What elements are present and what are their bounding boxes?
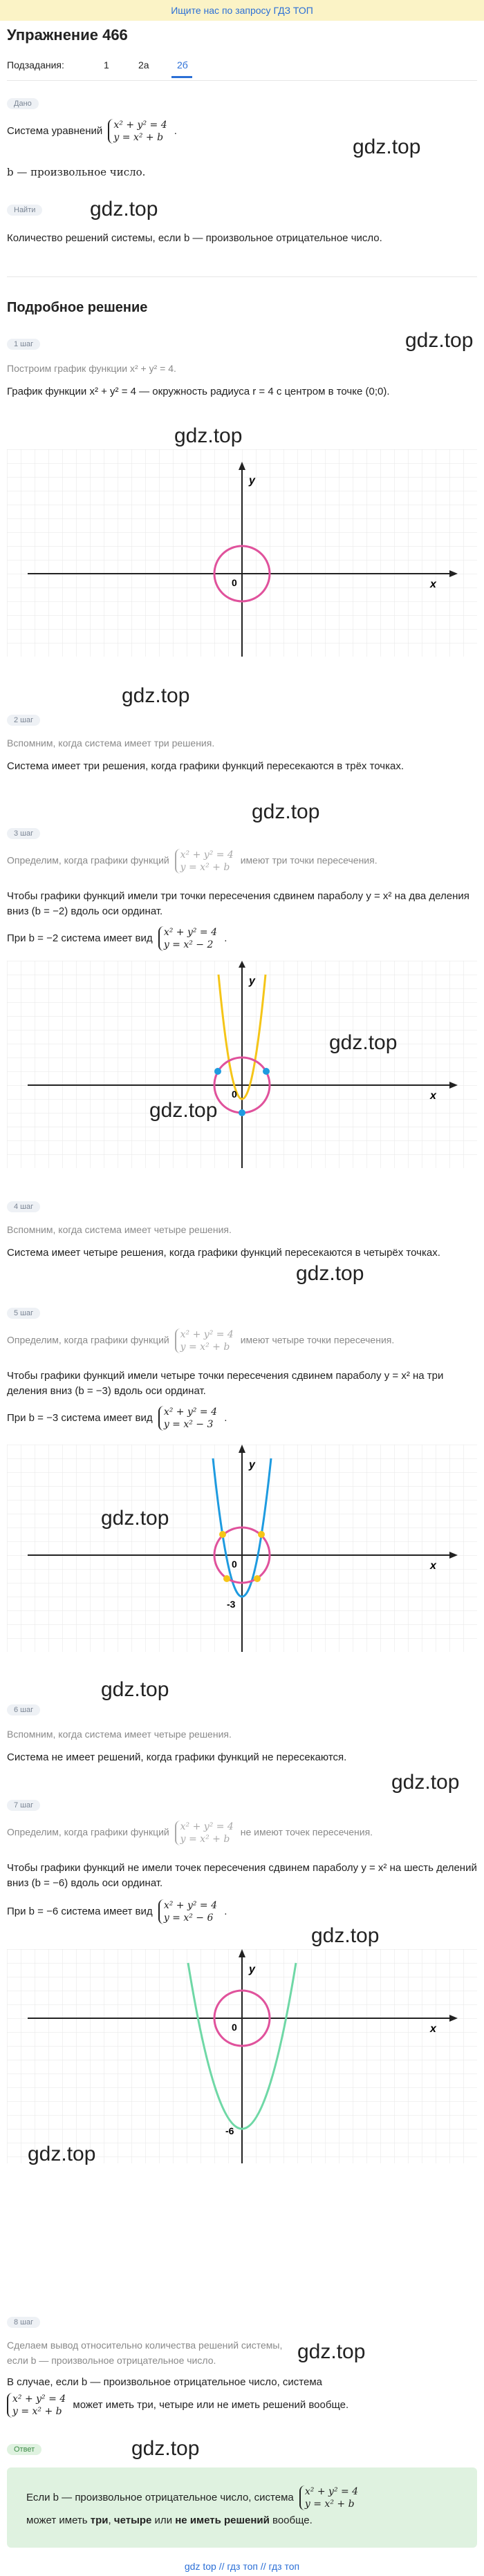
watermark: gdz.top: [131, 2437, 200, 2460]
intersection-point: [223, 1575, 230, 1582]
divider: [7, 80, 477, 81]
step-7-eq2: y = x² − 6: [163, 1912, 214, 1924]
x-axis-label: x: [430, 1560, 436, 1572]
step-7-text: Чтобы графики функций не имели точек пересечения сдвинем параболу y = x² на шесть делений вниз (b = −6) вдоль оси ординат.: [7, 1862, 477, 1889]
step-5-hint: [7, 1328, 394, 1353]
step-1-text: График функции x² + y² = 4 — окружность радиуса r = 4 с центром в точке (0;0).: [7, 386, 390, 397]
step-8-system: [7, 2393, 348, 2418]
answer-eq2: y = x² + b: [304, 2499, 355, 2510]
origin-label: 0: [232, 1559, 237, 1570]
intersection-point: [214, 1068, 221, 1075]
step-3-hint-b: имеют три точки пересечения.: [240, 854, 378, 866]
step-8-chip: 8 шаг: [7, 2317, 40, 2328]
step-3-sys-lead: При b = −2 система имеет вид: [7, 932, 153, 944]
answer-eq1: x² + y² = 4: [304, 2486, 359, 2497]
origin-label: 0: [232, 2022, 237, 2033]
origin-label: 0: [232, 577, 237, 588]
step-6-chip: 6 шаг: [7, 1704, 40, 1715]
step-6-hint: Вспомним, когда система имеет четыре решения.: [7, 1729, 232, 1740]
graph-b-minus-2: [7, 961, 477, 1168]
hint-eq2: y = x² + b: [180, 1834, 230, 1845]
step-3-sys-brace: [158, 926, 221, 951]
intersection-point: [239, 1109, 245, 1116]
find-text: Количество решений системы, если b — произвольное отрицательное число.: [7, 232, 382, 244]
step-3-hint-system: [175, 849, 238, 874]
step-5-eq1: x² + y² = 4: [163, 1407, 218, 1418]
step-2-hint: Вспомним, когда система имеет три решения.: [7, 737, 215, 749]
answer-three: три: [90, 2514, 109, 2526]
step-5-eq2: y = x² − 3: [163, 1419, 214, 1430]
step-7-eq1: x² + y² = 4: [163, 1900, 218, 1911]
watermark: gdz.top: [174, 424, 243, 447]
hint-eq1: x² + y² = 4: [180, 1329, 234, 1340]
tick-label-minus-6: -6: [225, 2125, 234, 2136]
step-1-hint: Построим график функции x² + y² = 4.: [7, 363, 176, 374]
step-3-text: Чтобы графики функций имели три точки пересечения сдвинем параболу y = x² на два деления вниз (b = −2) вдоль оси ординат.: [7, 890, 469, 917]
given-lead: Система уравнений: [7, 124, 103, 137]
answer-chip: Ответ: [7, 2444, 41, 2455]
answer-none: не иметь решений: [175, 2514, 270, 2526]
step-5-sys-lead: При b = −3 система имеет вид: [7, 1411, 153, 1424]
hint-eq1: x² + y² = 4: [180, 849, 234, 861]
step-5-text: Чтобы графики функций имели четыре точки пересечения сдвинем параболу y = x² на три деления вниз (b = −3) вдоль оси ординат.: [7, 1370, 444, 1397]
y-axis-label: y: [249, 1459, 255, 1471]
step-1-chip: 1 шаг: [7, 339, 40, 350]
divider: [7, 276, 477, 277]
graph-circle: [7, 449, 477, 657]
step-3-after: .: [224, 932, 227, 944]
hint-eq2: y = x² + b: [180, 1342, 230, 1353]
y-axis-label: y: [249, 475, 255, 487]
step-3-chip: 3 шаг: [7, 828, 40, 839]
y-axis-label: y: [249, 1964, 255, 1975]
watermark: gdz.top: [405, 329, 474, 352]
answer-prefix: может иметь: [26, 2514, 91, 2526]
banner-link[interactable]: Ищите нас по запросу ГДЗ ТОП: [171, 5, 313, 16]
given-eq2: y = x² + b: [113, 132, 164, 143]
step-7-sys-lead: При b = −6 система имеет вид: [7, 1905, 153, 1917]
watermark: gdz.top: [101, 1678, 169, 1701]
graph-b-minus-6: [7, 1949, 477, 2163]
given-system-brace: [108, 119, 171, 144]
given-eq1: x² + y² = 4: [113, 120, 167, 131]
hint-eq2: y = x² + b: [180, 862, 230, 873]
step-3-hint: [7, 849, 378, 874]
watermark: gdz.top: [353, 135, 421, 158]
given-system: [7, 119, 177, 144]
solution-title: Подробное решение: [7, 300, 148, 315]
tick-label-minus-3: -3: [227, 1599, 236, 1610]
intersection-point: [258, 1531, 265, 1538]
answer-line-1: [26, 2485, 362, 2510]
active-tab-underline: [171, 76, 192, 78]
x-axis-label: x: [430, 579, 436, 590]
step-5-sys-brace: [158, 1406, 221, 1431]
step-2-chip: 2 шаг: [7, 715, 40, 726]
x-axis-label: x: [430, 2023, 436, 2035]
subtasks-label: Подзадания:: [7, 59, 64, 70]
step-4-hint: Вспомним, когда система имеет четыре решения.: [7, 1224, 232, 1235]
step-6-text: Система не имеет решений, когда графики функций не пересекаются.: [7, 1751, 347, 1763]
watermark: gdz.top: [296, 1262, 364, 1285]
intersection-point: [219, 1531, 226, 1538]
step-8-eq1: x² + y² = 4: [12, 2394, 66, 2405]
step-3-eq1: x² + y² = 4: [163, 927, 218, 938]
intersection-point: [263, 1068, 270, 1075]
step-5-chip: 5 шаг: [7, 1308, 40, 1319]
step-3-eq2: y = x² − 2: [163, 939, 214, 950]
tab-subtask-2a[interactable]: 2а: [138, 59, 149, 70]
answer-box: [7, 2467, 477, 2548]
step-2-text: Система имеет три решения, когда графики функций пересекаются в трёх точках.: [7, 760, 404, 772]
step-5-hint-system: [175, 1328, 238, 1353]
step-7-hint: [7, 1821, 373, 1845]
given-chip: Дано: [7, 98, 39, 109]
subtasks-bar: [7, 59, 477, 80]
watermark: gdz.top: [252, 800, 320, 823]
page-title: Упражнение 466: [7, 26, 128, 44]
step-7-sys-brace: [158, 1899, 221, 1924]
step-8-eq2: y = x² + b: [12, 2406, 62, 2417]
watermark: gdz.top: [297, 2340, 366, 2363]
watermark: gdz.top: [311, 1924, 380, 1947]
intersection-point: [254, 1575, 261, 1582]
hint-eq1: x² + y² = 4: [180, 1821, 234, 1832]
step-4-chip: 4 шаг: [7, 1201, 40, 1212]
step-7-system: [7, 1899, 227, 1924]
step-5-hint-b: имеют четыре точки пересечения.: [240, 1334, 395, 1346]
answer-sys-brace: [299, 2485, 362, 2510]
y-axis-label: y: [249, 975, 255, 987]
step-5-hint-a: Определим, когда графики функций: [7, 1334, 169, 1346]
step-5-after: .: [224, 1411, 227, 1424]
graph-b-minus-3: [7, 1445, 477, 1652]
step-8-text-b: может иметь три, четыре или не иметь решений вообще.: [73, 2398, 349, 2411]
watermark: gdz.top: [122, 684, 190, 707]
step-5-system: [7, 1406, 227, 1431]
step-4-text: Система имеет четыре решения, когда графики функций пересекаются в четырёх точках.: [7, 1247, 440, 1259]
answer-line-2: [26, 2513, 313, 2528]
tab-subtask-2b[interactable]: 2б: [177, 59, 188, 70]
watermark: gdz.top: [28, 2143, 96, 2165]
step-3-hint-a: Определим, когда графики функций: [7, 854, 169, 866]
watermark: gdz.top: [149, 1099, 218, 1122]
given-line2: b — произвольное число.: [7, 166, 146, 178]
step-7-hint-system: [175, 1821, 238, 1845]
watermark: gdz.top: [391, 1771, 460, 1794]
step-8-sys-brace: [7, 2393, 70, 2418]
x-axis-label: x: [430, 1090, 436, 1102]
footer-links[interactable]: gdz top // гдз топ // гдз топ: [184, 2561, 300, 2572]
watermark: gdz.top: [329, 1031, 398, 1054]
find-chip: Найти: [7, 205, 42, 216]
step-8-hint: Сделаем вывод относительно количества решений системы, если b — произвольное отрицательное число.: [7, 2340, 283, 2366]
answer-four: четыре: [113, 2514, 152, 2526]
watermark: gdz.top: [101, 1507, 169, 1530]
top-banner: [0, 0, 484, 21]
tab-subtask-1[interactable]: 1: [104, 59, 109, 70]
step-7-chip: 7 шаг: [7, 1800, 40, 1811]
answer-suffix: вообще.: [269, 2514, 313, 2526]
step-7-after: .: [224, 1905, 227, 1917]
step-3-system: [7, 926, 227, 951]
step-7-hint-b: не имеют точек пересечения.: [240, 1826, 373, 1838]
watermark: gdz.top: [90, 198, 158, 220]
answer-or: или: [151, 2514, 176, 2526]
answer-comma: ,: [108, 2514, 114, 2526]
step-7-hint-a: Определим, когда графики функций: [7, 1826, 169, 1838]
given-after: .: [174, 124, 177, 137]
answer-text-a: Если b — произвольное отрицательное число, система: [26, 2491, 294, 2503]
step-8-text-a: В случае, если b — произвольное отрицательное число, система: [7, 2376, 322, 2388]
origin-label: 0: [232, 1089, 237, 1100]
